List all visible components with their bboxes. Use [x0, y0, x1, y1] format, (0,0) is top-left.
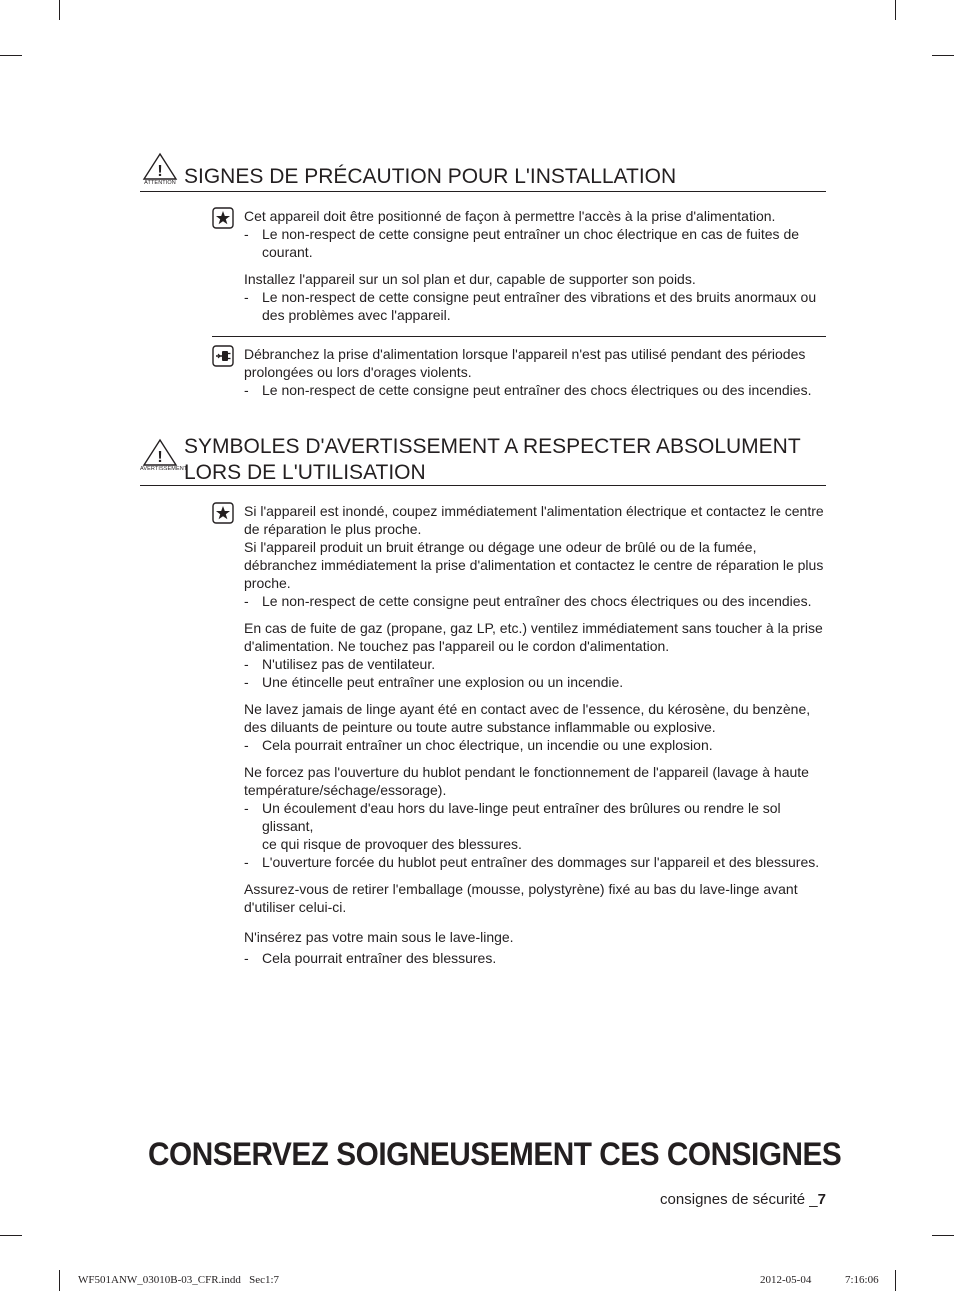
section-title: SIGNES DE PRÉCAUTION POUR L'INSTALLATION	[184, 165, 677, 188]
block-body	[244, 207, 826, 333]
unplug-icon	[212, 345, 234, 367]
instruction-text: N'insérez pas votre main sous le lave-linge.	[244, 929, 514, 945]
instruction-text: Si l'appareil produit un bruit étrange ou dégage une odeur de brûlé ou de la fumée, débranchez immédiatement la prise d'alimentation et contactez le centre de réparation le plus proche.	[244, 539, 824, 591]
section-header-installation	[140, 152, 826, 192]
paragraph	[244, 345, 826, 399]
slug-filename: WF501ANW_03010B-03_CFR.indd Sec1:7	[78, 1274, 280, 1286]
slug-time: 7:16:06	[845, 1274, 879, 1286]
warning-block	[212, 502, 826, 1012]
crop-mark	[59, 0, 60, 20]
svg-text:!: !	[157, 163, 163, 180]
consequence-item: - N'utilisez pas de ventilateur.	[244, 655, 826, 673]
paragraph	[244, 928, 826, 967]
warning-triangle-icon	[142, 438, 178, 466]
slug-date: 2012-05-04	[760, 1274, 812, 1286]
precaution-block	[212, 207, 826, 331]
section-title-line1: SYMBOLES D'AVERTISSEMENT A RESPECTER ABSOLUMENT	[184, 435, 801, 458]
consequence-item: - Le non-respect de cette consigne peut entraîner des chocs électriques ou des incendies.	[244, 592, 826, 610]
consequence-item: - Cela pourrait entraîner des blessures.	[244, 949, 826, 967]
precaution-block	[212, 345, 826, 421]
star-icon	[212, 207, 234, 229]
instruction-text: Débranchez la prise d'alimentation lorsque l'appareil n'est pas utilisé pendant des périodes prolongées ou lors d'orages violents.	[244, 346, 806, 380]
consequence-item: - Le non-respect de cette consigne peut entraîner des chocs électriques ou des incendies.	[244, 381, 826, 399]
paragraph	[244, 763, 826, 871]
paragraph	[244, 207, 826, 261]
crop-mark	[895, 1270, 896, 1291]
crop-mark	[895, 0, 896, 20]
consequence-item: - Le non-respect de cette consigne peut entraîner des vibrations et des bruits anormaux ou des problèmes avec l'appareil.	[244, 288, 826, 324]
paragraph	[244, 700, 826, 754]
crop-mark	[0, 55, 22, 56]
warning-triangle-icon	[142, 152, 178, 180]
instruction-text: Cet appareil doit être positionné de façon à permettre l'accès à la prise d'alimentation.	[244, 208, 776, 224]
paragraph	[244, 502, 826, 610]
instruction-text: Installez l'appareil sur un sol plan et dur, capable de supporter son poids.	[244, 271, 696, 287]
svg-text:!: !	[157, 449, 163, 466]
section-header-warnings	[140, 434, 826, 486]
instruction-text: Assurez-vous de retirer l'emballage (mousse, polystyrène) fixé au bas du lave-linge avant d'utiliser celui-ci.	[244, 881, 798, 915]
block-body	[244, 345, 826, 408]
crop-mark	[932, 1235, 954, 1236]
page-number: 7	[817, 1191, 826, 1208]
block-body	[244, 502, 826, 976]
instruction-text: Si l'appareil est inondé, coupez immédiatement l'alimentation électrique et contactez le centre de réparation le plus proche.	[244, 503, 824, 537]
warning-badge	[140, 438, 188, 472]
consequence-item: - Un écoulement d'eau hors du lave-linge peut entraîner des brûlures ou rendre le sol glissant, ce qui risque de provoquer des blessures.	[244, 799, 826, 853]
paragraph	[244, 619, 826, 691]
attention-label: ATTENTION	[144, 180, 176, 186]
warning-label: AVERTISSEMENT	[140, 466, 188, 472]
star-icon	[212, 502, 234, 524]
crop-mark	[932, 55, 954, 56]
consequence-item: - L'ouverture forcée du hublot peut entraîner des dommages sur l'appareil et des blessures.	[244, 853, 826, 871]
divider	[212, 336, 826, 337]
section-title-line2: LORS DE L'UTILISATION	[184, 461, 426, 484]
consequence-item: - Le non-respect de cette consigne peut entraîner un choc électrique en cas de fuites de courant.	[244, 225, 826, 261]
closing-title: CONSERVEZ SOIGNEUSEMENT CES CONSIGNES	[148, 1136, 842, 1172]
paragraph	[244, 270, 826, 324]
attention-badge	[140, 152, 180, 186]
consequence-item: - Une étincelle peut entraîner une explosion ou un incendie.	[244, 673, 826, 691]
instruction-text: Ne lavez jamais de linge ayant été en contact avec de l'essence, du kérosène, du benzène, des diluants de peinture ou toute autre substance inflammable ou explosive.	[244, 701, 811, 735]
paragraph	[244, 880, 826, 916]
page-footer	[660, 1190, 826, 1210]
consequence-item: - Cela pourrait entraîner un choc électrique, un incendie ou une explosion.	[244, 736, 826, 754]
crop-mark	[59, 1270, 60, 1291]
footer-section-label: consignes de sécurité _	[660, 1191, 818, 1208]
instruction-text: En cas de fuite de gaz (propane, gaz LP, etc.) ventilez immédiatement sans toucher à la prise d'alimentation. Ne touchez pas l'appareil ou le cordon d'alimentation.	[244, 620, 823, 654]
instruction-text: Ne forcez pas l'ouverture du hublot pendant le fonctionnement de l'appareil (lavage à haute température/séchage/essorage).	[244, 764, 809, 798]
crop-mark	[0, 1235, 22, 1236]
